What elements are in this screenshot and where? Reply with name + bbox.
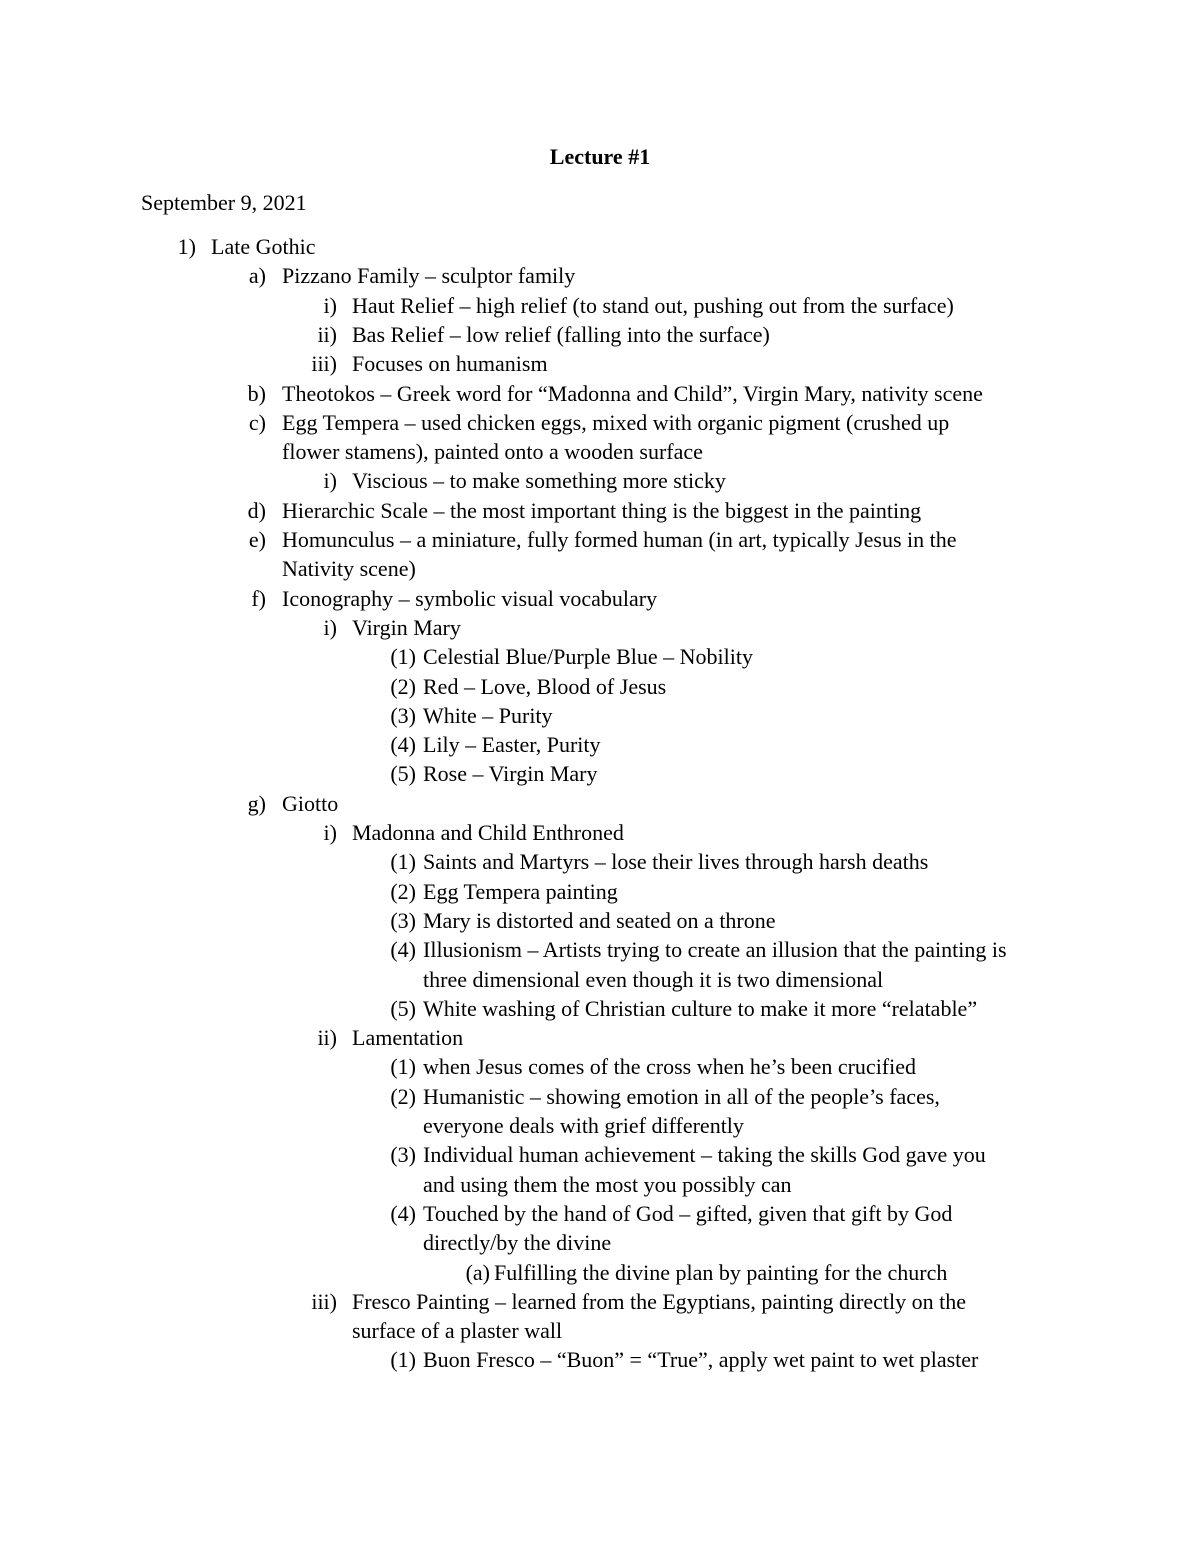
outline-item [0, 349, 1200, 378]
outline-item [0, 672, 1200, 701]
outline-text: everyone deals with grief differently [423, 1113, 744, 1138]
outline-text: Red – Love, Blood of Jesus [423, 674, 667, 699]
outline-marker: i) [323, 468, 337, 493]
outline-text: Late Gothic [211, 234, 316, 259]
outline-text: Mary is distorted and seated on a throne [423, 908, 776, 933]
outline-text: Virgin Mary [352, 615, 461, 640]
outline-marker: (1) [390, 849, 416, 874]
outline-marker: a) [248, 263, 266, 288]
outline-text: flower stamens), painted onto a wooden surface [282, 439, 703, 464]
outline-text: Madonna and Child Enthroned [352, 820, 624, 845]
outline-text: Focuses on humanism [352, 351, 548, 376]
outline-marker: 1) [177, 234, 196, 259]
outline-text: Humanistic – showing emotion in all of the people’s faces, [423, 1084, 940, 1109]
outline-item [0, 1082, 1200, 1111]
outline-marker: i) [323, 293, 337, 318]
outline-text: Fulfilling the divine plan by painting for the church [494, 1260, 948, 1285]
outline-text: when Jesus comes of the cross when he’s been crucified [423, 1054, 917, 1079]
outline-item [0, 1228, 1200, 1257]
outline-item [0, 496, 1200, 525]
outline-item [0, 1052, 1200, 1081]
outline-text: Viscious – to make something more sticky [352, 468, 726, 493]
outline-text: Individual human achievement – taking the skills God gave you [423, 1142, 986, 1167]
outline-marker: (2) [390, 674, 416, 699]
outline-text: Homunculus – a miniature, fully formed human (in art, typically Jesus in the [282, 527, 957, 552]
outline-marker: (3) [390, 908, 416, 933]
outline-item [0, 730, 1200, 759]
outline-text: and using them the most you possibly can [423, 1172, 792, 1197]
outline-item [0, 994, 1200, 1023]
outline-marker: iii) [311, 1289, 337, 1314]
outline-text: Buon Fresco – “Buon” = “True”, apply wet paint to wet plaster [423, 1347, 979, 1372]
outline-text: Touched by the hand of God – gifted, given that gift by God [423, 1201, 953, 1226]
outline-item [0, 525, 1200, 554]
outline-marker: d) [247, 498, 266, 523]
outline-item [0, 847, 1200, 876]
outline-item [0, 935, 1200, 964]
outline-marker: (2) [390, 1084, 416, 1109]
outline-text: Bas Relief – low relief (falling into the surface) [352, 322, 770, 347]
outline-marker: ii) [317, 1025, 337, 1050]
outline-item [0, 965, 1200, 994]
outline-marker: (4) [390, 732, 416, 757]
outline-item [0, 232, 1200, 261]
outline-marker: (1) [390, 1347, 416, 1372]
outline-item [0, 818, 1200, 847]
outline-text: Hierarchic Scale – the most important thing is the biggest in the painting [282, 498, 922, 523]
outline-text: Fresco Painting – learned from the Egyptians, painting directly on the [352, 1289, 967, 1314]
outline-marker: b) [247, 381, 266, 406]
outline-text: three dimensional even though it is two dimensional [423, 967, 884, 992]
outline-item [0, 1258, 1200, 1287]
outline-item [0, 1111, 1200, 1140]
outline-marker: (5) [390, 761, 416, 786]
outline-marker: iii) [311, 351, 337, 376]
outline-item [0, 1140, 1200, 1169]
outline-marker: i) [323, 820, 337, 845]
outline-marker: (a) [465, 1260, 490, 1285]
outline-marker: e) [248, 527, 266, 552]
outline-marker: i) [323, 615, 337, 640]
outline-item [0, 906, 1200, 935]
outline-item [0, 1345, 1200, 1374]
outline-item [0, 437, 1200, 466]
outline-item [0, 1170, 1200, 1199]
outline-marker: (4) [390, 937, 416, 962]
outline-item [0, 789, 1200, 818]
outline-text: Pizzano Family – sculptor family [282, 263, 576, 288]
outline-text: Nativity scene) [282, 556, 416, 581]
page-title: Lecture #1 [549, 144, 651, 169]
outline-text: Lily – Easter, Purity [423, 732, 601, 757]
outline-marker: (3) [390, 703, 416, 728]
outline-item [0, 466, 1200, 495]
outline-text: Egg Tempera painting [423, 879, 618, 904]
outline-text: Egg Tempera – used chicken eggs, mixed with organic pigment (crushed up [282, 410, 950, 435]
outline-marker: c) [248, 410, 266, 435]
outline-marker: f) [251, 586, 266, 611]
outline-text: directly/by the divine [423, 1230, 612, 1255]
outline-text: Iconography – symbolic visual vocabulary [282, 586, 658, 611]
outline-text: surface of a plaster wall [352, 1318, 563, 1343]
outline-item [0, 408, 1200, 437]
outline-text: Illusionism – Artists trying to create an illusion that the painting is [423, 937, 1007, 962]
outline-item [0, 759, 1200, 788]
outline-item [0, 379, 1200, 408]
outline-text: Giotto [282, 791, 339, 816]
outline-marker: (3) [390, 1142, 416, 1167]
outline-item [0, 291, 1200, 320]
outline-text: Theotokos – Greek word for “Madonna and Child”, Virgin Mary, nativity scene [282, 381, 983, 406]
outline-item [0, 584, 1200, 613]
outline-item [0, 1199, 1200, 1228]
lecture-date: September 9, 2021 [141, 190, 307, 215]
outline-item [0, 554, 1200, 583]
outline-item [0, 1287, 1200, 1316]
outline-item [0, 701, 1200, 730]
outline-text: Lamentation [352, 1025, 464, 1050]
outline-marker: (1) [390, 1054, 416, 1079]
outline-marker: (2) [390, 879, 416, 904]
outline-text: Celestial Blue/Purple Blue – Nobility [423, 644, 753, 669]
outline-item [0, 320, 1200, 349]
outline-text: Saints and Martyrs – lose their lives through harsh deaths [423, 849, 929, 874]
outline-item [0, 642, 1200, 671]
outline-item [0, 1316, 1200, 1345]
outline-item [0, 877, 1200, 906]
outline-text: White washing of Christian culture to make it more “relatable” [423, 996, 978, 1021]
outline-item [0, 261, 1200, 290]
outline-item [0, 613, 1200, 642]
outline-text: White – Purity [423, 703, 553, 728]
outline-marker: ii) [317, 322, 337, 347]
outline-marker: (1) [390, 644, 416, 669]
outline-marker: (4) [390, 1201, 416, 1226]
outline-marker: (5) [390, 996, 416, 1021]
outline-item [0, 1023, 1200, 1052]
outline-text: Rose – Virgin Mary [423, 761, 598, 786]
outline-marker: g) [247, 791, 266, 816]
outline-text: Haut Relief – high relief (to stand out, pushing out from the surface) [352, 293, 954, 318]
